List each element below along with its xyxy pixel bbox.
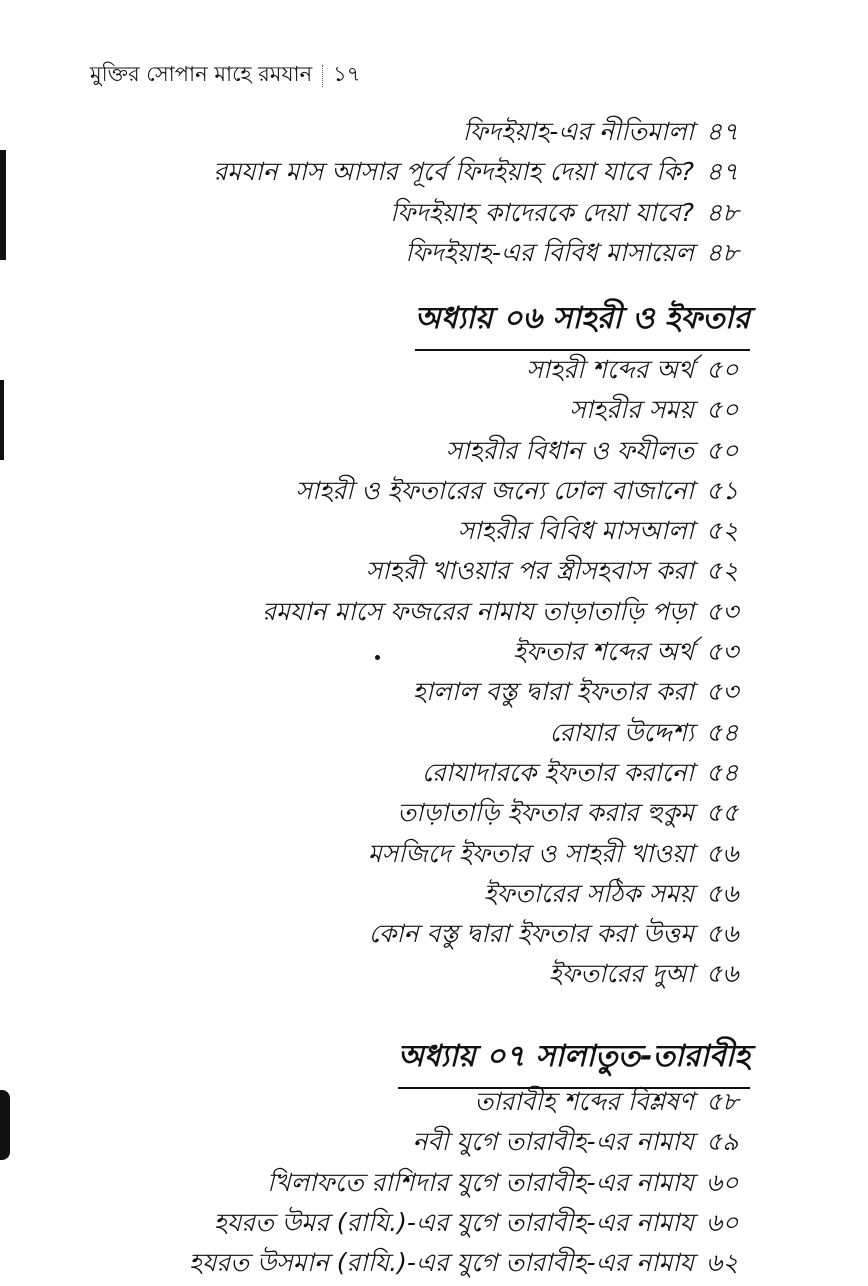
toc-section-chapter-06 bbox=[50, 350, 750, 995]
toc-entry-title: মসজিদে ইফতার ও সাহরী খাওয়া bbox=[367, 838, 694, 868]
toc-entry-title: ইফতারের দুআ bbox=[548, 959, 694, 989]
toc-entry-page: ৫১ bbox=[706, 475, 739, 505]
toc-entry[interactable] bbox=[50, 112, 750, 152]
toc-entry-title: রোযাদারকে ইফতার করানো bbox=[421, 757, 694, 787]
toc-entry-page: ৫৩ bbox=[706, 677, 739, 707]
toc-entry-page: ৫০ bbox=[706, 355, 739, 384]
toc-entry-title: ইফতারের সঠিক সময় bbox=[483, 878, 694, 908]
toc-entry-title: সাহরী খাওয়ার পর স্ত্রীসহবাস করা bbox=[365, 556, 694, 586]
toc-entry[interactable] bbox=[50, 551, 750, 591]
toc-entry[interactable] bbox=[50, 713, 750, 753]
toc-entry-title: রোযার উদ্দেশ্য bbox=[549, 717, 694, 747]
toc-entry-title: ফিদইয়াহ-এর বিবিধ মাসায়েল bbox=[405, 237, 694, 267]
toc-entry-title: তারাবীহ শব্দের বিশ্লষণ bbox=[474, 1087, 694, 1116]
scan-edge-mark bbox=[0, 380, 4, 460]
toc-entry[interactable] bbox=[50, 592, 750, 632]
toc-entry[interactable] bbox=[50, 1243, 750, 1283]
toc-entry-page: ৫৩ bbox=[706, 637, 739, 667]
toc-entry-page: ৫২ bbox=[706, 556, 739, 586]
toc-entry[interactable] bbox=[50, 390, 750, 430]
toc-entry-page: ৫৬ bbox=[706, 878, 739, 908]
toc-entry-page: ৫৬ bbox=[706, 838, 739, 868]
toc-entry-title: রমযান মাস আসার পূর্বে ফিদইয়াহ দেয়া যাবে কি? bbox=[213, 157, 694, 187]
toc-entry-title: সাহরী ও ইফতারের জন্যে ঢোল বাজানো bbox=[295, 475, 694, 505]
toc-entry-title: ফিদইয়াহ কাদেরকে দেয়া যাবে? bbox=[390, 197, 694, 227]
toc-entry-page: ৫৪ bbox=[706, 717, 739, 747]
toc-entry-page: ৪৮ bbox=[706, 237, 739, 267]
toc-entry[interactable] bbox=[50, 632, 750, 672]
toc-entry-page: ৫৬ bbox=[706, 959, 739, 989]
toc-entry[interactable] bbox=[50, 834, 750, 874]
toc-entry-page: ৫০ bbox=[706, 435, 739, 465]
toc-entry-page: ৫৯ bbox=[706, 1127, 739, 1157]
toc-entry[interactable] bbox=[50, 954, 750, 994]
toc-entry[interactable] bbox=[50, 471, 750, 511]
toc-entry-page: ৬০ bbox=[706, 1207, 739, 1237]
toc-entry[interactable] bbox=[50, 874, 750, 914]
toc-entry[interactable] bbox=[50, 193, 750, 233]
toc-entry[interactable] bbox=[50, 672, 750, 712]
toc-entry[interactable] bbox=[50, 511, 750, 551]
toc-entry[interactable] bbox=[50, 1082, 750, 1122]
toc-entry-page: ৬০ bbox=[706, 1167, 739, 1197]
scan-edge-mark bbox=[0, 1090, 10, 1160]
toc-entry-title: নবী যুগে তারাবীহ-এর নামায bbox=[412, 1127, 694, 1157]
toc-entry-title: কোন বস্তু দ্বারা ইফতার করা উত্তম bbox=[368, 919, 694, 949]
toc-section-chapter-07 bbox=[50, 1082, 750, 1283]
toc-entry-page: ৫৮ bbox=[706, 1087, 739, 1116]
toc-entry-page: ৪৭ bbox=[706, 117, 739, 146]
toc-entry-title: সাহরীর বিধান ও ফযীলত bbox=[445, 435, 694, 465]
toc-entry[interactable] bbox=[50, 350, 750, 390]
toc-entry-title: হযরত উসমান (রাযি.)-এর যুগে তারাবীহ-এর নামায bbox=[188, 1248, 694, 1278]
toc-entry[interactable] bbox=[50, 233, 750, 273]
toc-entry-page: ৫৫ bbox=[706, 798, 739, 828]
toc-entry[interactable] bbox=[50, 914, 750, 954]
toc-entry-page: ৫০ bbox=[706, 395, 739, 425]
toc-entry-title: রমযান মাসে ফজরের নামায তাড়াতাড়ি পড়া bbox=[262, 596, 694, 626]
toc-entry-title: হালাল বস্তু দ্বারা ইফতার করা bbox=[412, 677, 694, 707]
toc-entry[interactable] bbox=[50, 152, 750, 192]
toc-entry-page: ৬২ bbox=[706, 1248, 739, 1278]
running-header bbox=[90, 58, 360, 93]
toc-entry-page: ৫৩ bbox=[706, 596, 739, 626]
header-separator bbox=[322, 65, 325, 87]
toc-entry-title: ইফতার শব্দের অর্থ bbox=[513, 637, 694, 667]
toc-entry-title: সাহরীর সময় bbox=[569, 395, 694, 425]
toc-entry-title: হযরত উমর (রাযি.)-এর যুগে তারাবীহ-এর নামায bbox=[213, 1207, 694, 1237]
toc-entry[interactable] bbox=[50, 431, 750, 471]
book-title: মুক্তির সোপান মাহে রমযান bbox=[90, 62, 313, 86]
toc-entry-page: ৫৬ bbox=[706, 919, 739, 949]
toc-entry-page: ৫২ bbox=[706, 516, 739, 546]
toc-entry[interactable] bbox=[50, 1203, 750, 1243]
toc-entry-page: ৪৭ bbox=[706, 157, 739, 187]
page-number: ১৭ bbox=[333, 62, 361, 86]
chapter-heading-07: অধ্যায় ০৭ সালাতুত-তারাবীহ bbox=[398, 1032, 750, 1089]
toc-entry[interactable] bbox=[50, 1163, 750, 1203]
toc-entry-title: সাহরীর বিবিধ মাসআলা bbox=[457, 516, 694, 546]
toc-entry-title: খিলাফতে রাশিদার যুগে তারাবীহ-এর নামায bbox=[267, 1167, 694, 1197]
toc-entry[interactable] bbox=[50, 753, 750, 793]
toc-entry-title: সাহরী শব্দের অর্থ bbox=[526, 355, 694, 384]
toc-entry[interactable] bbox=[50, 1122, 750, 1162]
toc-entry-page: ৪৮ bbox=[706, 197, 739, 227]
toc-entry-title: তাড়াতাড়ি ইফতার করার হুকুম bbox=[397, 798, 694, 828]
toc-entry-title: ফিদইয়াহ-এর নীতিমালা bbox=[462, 117, 694, 146]
scan-edge-mark bbox=[0, 150, 6, 260]
toc-section-continued bbox=[50, 112, 750, 273]
toc-entry-page: ৫৪ bbox=[706, 757, 739, 787]
chapter-heading-06: অধ্যায় ০৬ সাহরী ও ইফতার bbox=[415, 294, 750, 351]
toc-entry[interactable] bbox=[50, 793, 750, 833]
